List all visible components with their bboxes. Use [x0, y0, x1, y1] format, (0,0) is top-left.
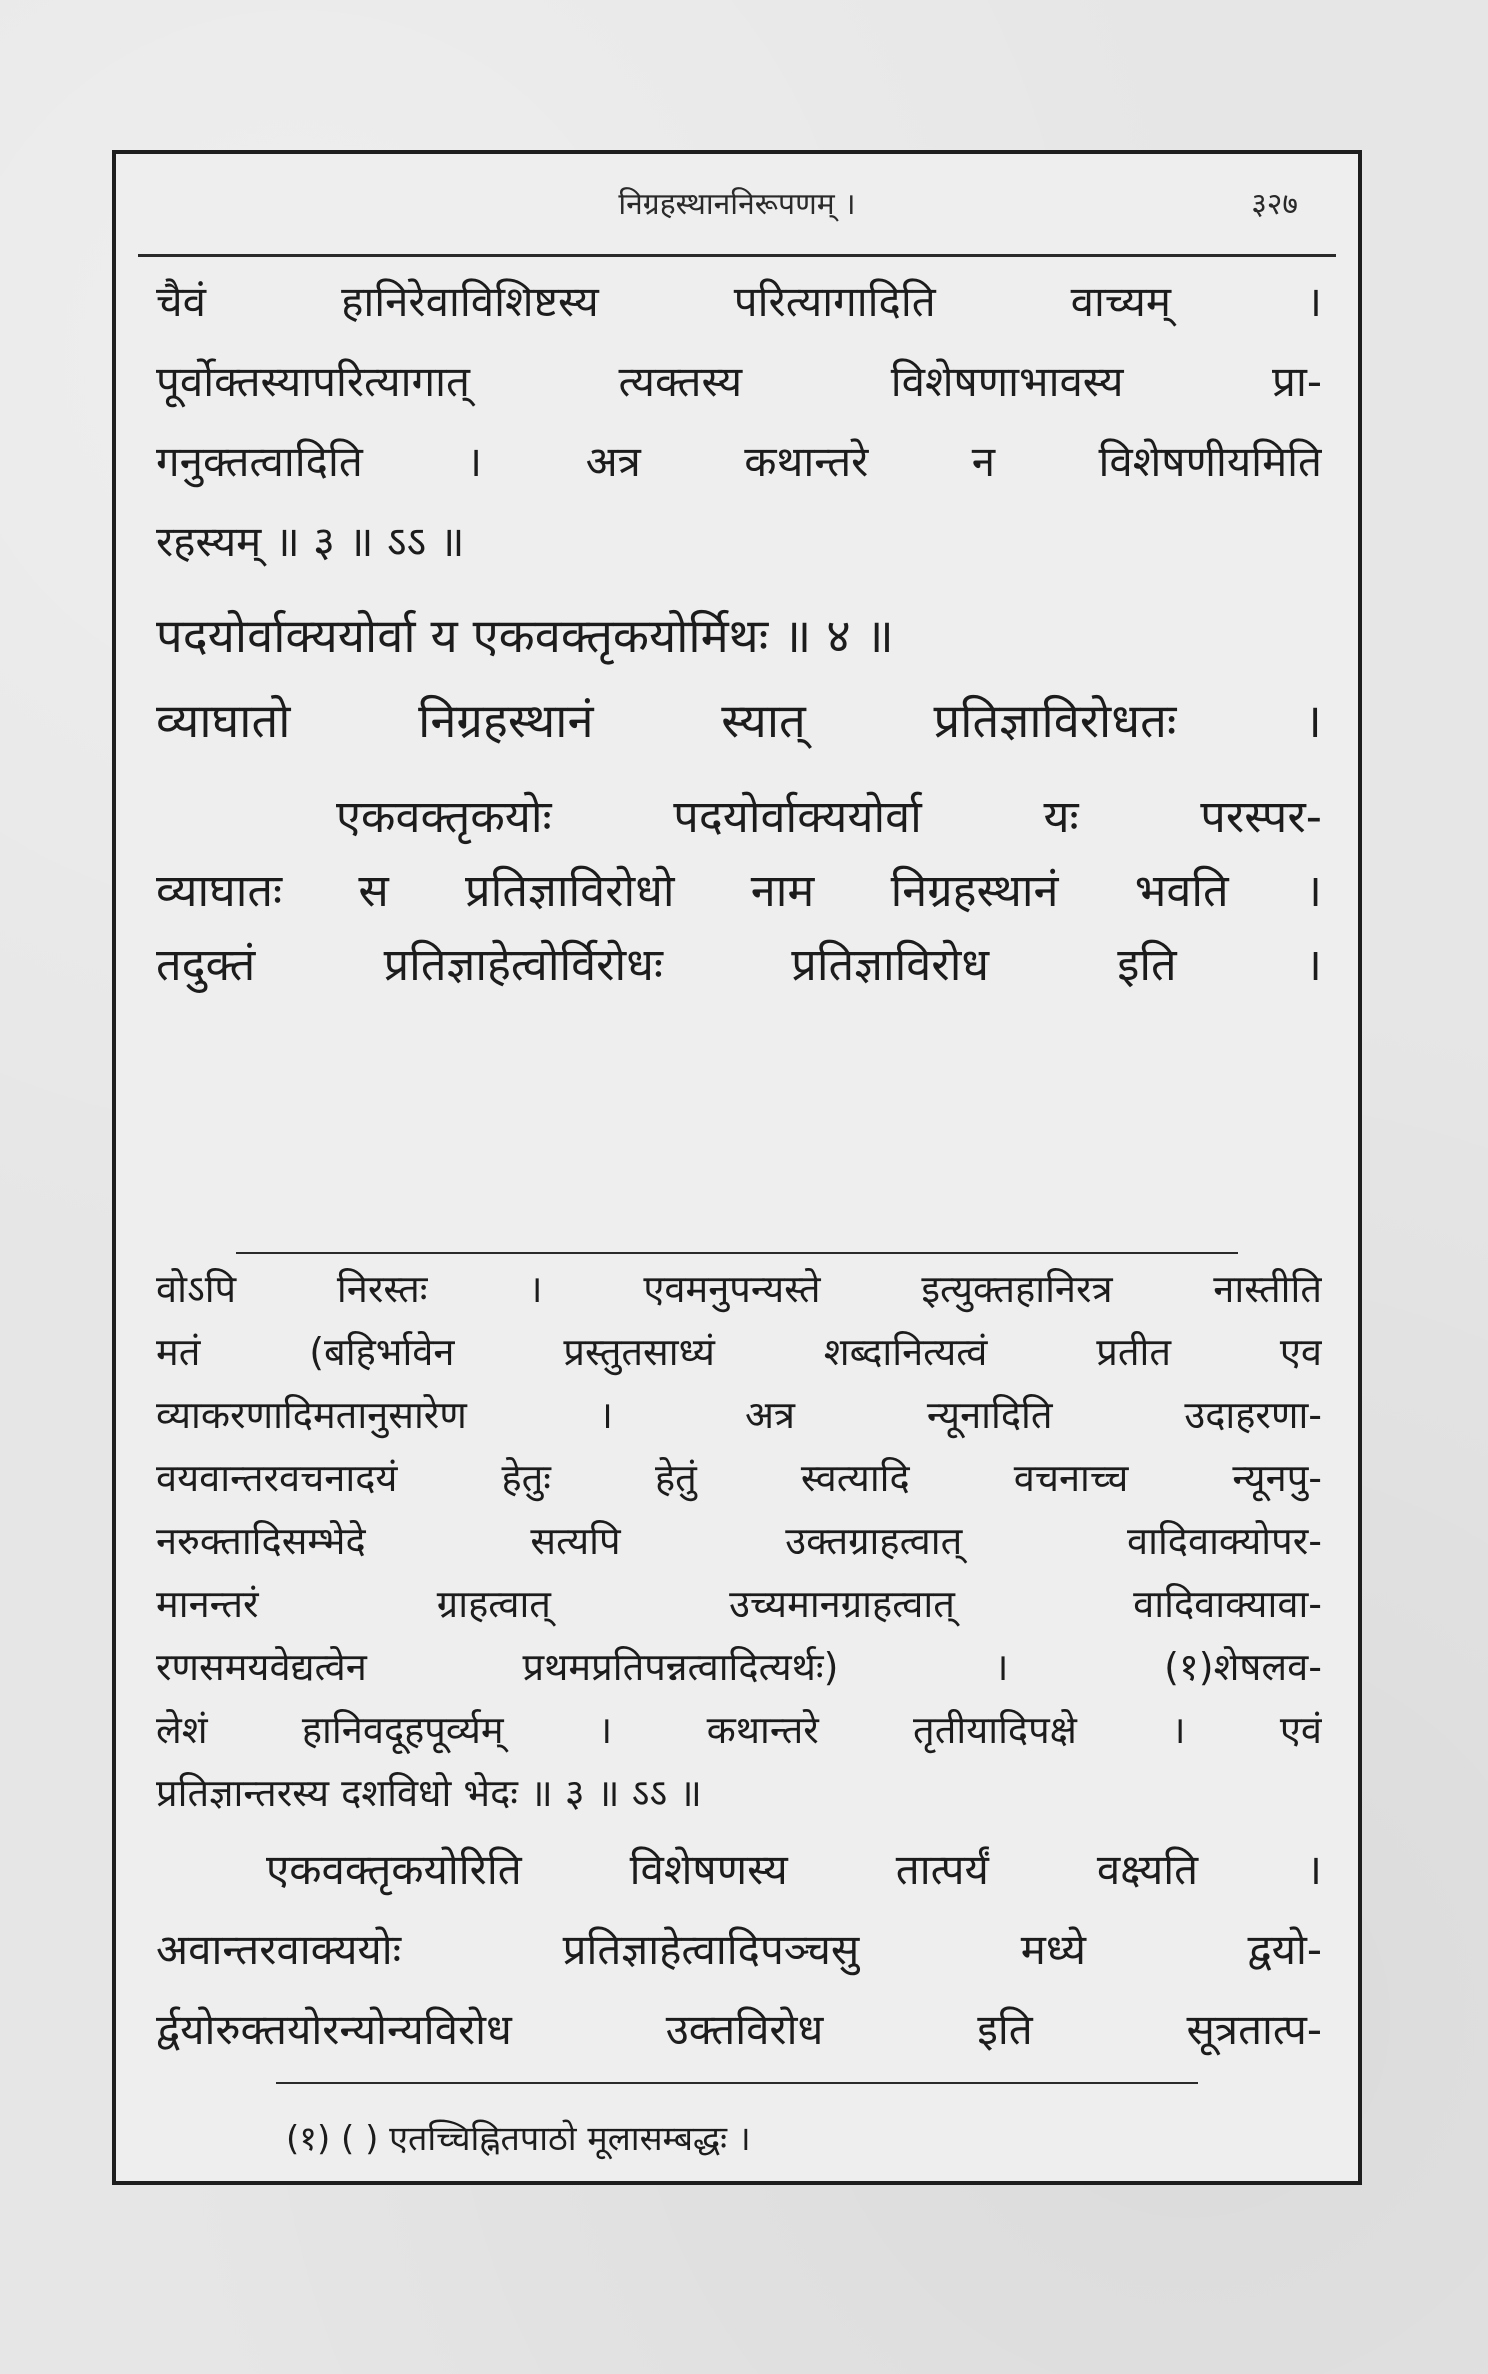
note-line: व्याकरणादिमतानुसारेण । अत्र न्यूनादिति उदाहरणा- — [156, 1393, 1322, 1437]
note-line: प्रतिज्ञान्तरस्य दशविधो भेदः ॥ ३ ॥ ऽऽ ॥ — [156, 1771, 702, 1815]
note-line: नरुक्तादिसम्भेदे सत्यपि उक्तग्राहत्वात् वादिवाक्योपर- — [156, 1519, 1322, 1563]
note-line: रणसमयवेद्यत्वेन प्रथमप्रतिपन्नत्वादित्यर्थः) । (१)शेषलव- — [156, 1645, 1322, 1689]
gloss-block — [156, 780, 1322, 1002]
commentary-line: चैवं हानिरेवाविशिष्टस्य परित्यागादिति वाच्यम् । — [156, 277, 1322, 326]
commentary-bottom — [156, 1830, 1322, 2070]
note-line: मतं (बहिर्भावेन प्रस्तुतसाध्यं शब्दानित्यत्वं प्रतीत एव — [156, 1330, 1322, 1374]
commentary-line: र्द्वयोरुक्तयोरन्योन्यविरोध उक्तविरोध इति सूत्रतात्प- — [156, 2005, 1322, 2054]
header-rule — [138, 254, 1336, 257]
verse-block — [156, 594, 1322, 764]
commentary-line: पूर्वोक्तस्यापरित्यागात् त्यक्तस्य विशेषणाभावस्य प्रा- — [156, 357, 1322, 406]
verse-line: पदयोर्वाक्ययोर्वा य एकवक्तृकयोर्मिथः ॥ ४ ॥ — [156, 609, 894, 664]
commentary-line: एकवक्तृकयोरिति विशेषणस्य तात्पर्यं वक्ष्यति । — [266, 1845, 1322, 1894]
page-number: ३२७ — [1251, 187, 1298, 222]
running-title: निग्रहस्थाननिरूपणम् । — [618, 187, 856, 222]
gloss-line: तदुक्तं प्रतिज्ञाहेत्वोर्विरोधः प्रतिज्ञाविरोध इति । — [156, 938, 1322, 991]
commentary-line: गनुक्तत्वादिति । अत्र कथान्तरे न विशेषणीयमिति — [156, 437, 1322, 486]
commentary-line: अवान्तरवाक्ययोः प्रतिज्ञाहेत्वादिपञ्चसु मध्ये द्वयो- — [156, 1925, 1322, 1974]
footnote-rule — [276, 2082, 1198, 2084]
commentary-top — [156, 262, 1322, 582]
running-head — [116, 174, 1358, 234]
note-line: लेशं हानिवदूहपूर्व्यम् । कथान्तरे तृतीयादिपक्षे । एवं — [156, 1708, 1322, 1752]
note-line: वयवान्तरवचनादयं हेतुः हेतुं स्वत्यादि वचनाच्च न्यूनपु- — [156, 1456, 1322, 1500]
note-line: मानन्तरं ग्राहत्वात् उच्यमानग्राहत्वात् वादिवाक्यावा- — [156, 1582, 1322, 1626]
gloss-line: व्याघातः स प्रतिज्ञाविरोधो नाम निग्रहस्थानं भवति । — [156, 864, 1322, 917]
section-divider — [236, 1252, 1238, 1254]
note-line: वोऽपि निरस्तः । एवमनुपन्यस्ते इत्युक्तहानिरत्र नास्तीति — [156, 1267, 1322, 1311]
notes-block — [156, 1258, 1322, 1825]
footnote: (१) ( ) एतच्चिह्नितपाठो मूलासम्बद्धः । — [286, 2119, 751, 2159]
verse-line: व्याघातो निग्रहस्थानं स्यात् प्रतिज्ञाविरोधतः । — [156, 694, 1322, 749]
gloss-line: एकवक्तृकयोः पदयोर्वाक्ययोर्वा यः परस्पर- — [336, 790, 1322, 843]
page-frame — [112, 150, 1362, 2185]
commentary-line: रहस्यम् ॥ ३ ॥ ऽऽ ॥ — [156, 517, 465, 566]
